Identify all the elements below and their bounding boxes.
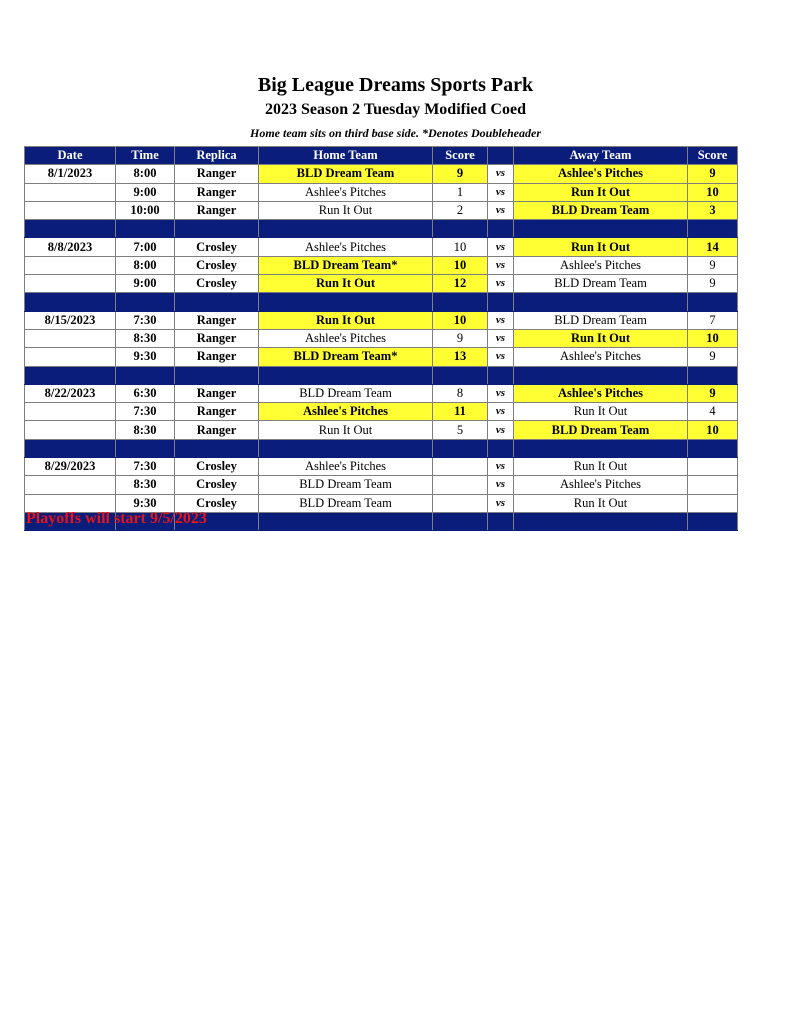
separator-cell xyxy=(116,293,175,311)
game-row xyxy=(25,348,738,366)
home-team: BLD Dream Team* xyxy=(259,256,433,274)
home-score: 12 xyxy=(433,275,488,293)
separator-cell xyxy=(488,512,514,530)
separator-cell xyxy=(688,220,738,238)
away-score xyxy=(688,458,738,476)
separator-cell xyxy=(514,293,688,311)
week-date xyxy=(25,476,116,494)
vs-label: vs xyxy=(488,421,514,439)
game-time: 7:30 xyxy=(116,403,175,421)
game-row xyxy=(25,183,738,201)
separator-cell xyxy=(25,439,116,457)
away-score: 9 xyxy=(688,165,738,183)
game-row xyxy=(25,238,738,256)
schedule-note: Home team sits on third base side. *Denotes Doubleheader xyxy=(250,126,541,140)
away-score: 10 xyxy=(688,329,738,347)
game-field: Crosley xyxy=(175,494,259,512)
away-score: 14 xyxy=(688,238,738,256)
game-time: 8:30 xyxy=(116,329,175,347)
separator-cell xyxy=(259,512,433,530)
game-field: Ranger xyxy=(175,421,259,439)
separator-cell xyxy=(488,293,514,311)
vs-label: vs xyxy=(488,311,514,329)
game-time: 8:30 xyxy=(116,421,175,439)
separator-cell xyxy=(433,220,488,238)
separator-cell xyxy=(488,439,514,457)
game-row xyxy=(25,201,738,219)
away-team: BLD Dream Team xyxy=(514,421,688,439)
schedule-table xyxy=(24,146,738,531)
away-team: Run It Out xyxy=(514,458,688,476)
separator-cell xyxy=(175,220,259,238)
game-field: Ranger xyxy=(175,329,259,347)
game-field: Crosley xyxy=(175,256,259,274)
vs-label: vs xyxy=(488,458,514,476)
game-field: Ranger xyxy=(175,311,259,329)
game-row xyxy=(25,329,738,347)
separator-cell xyxy=(688,512,738,530)
game-field: Ranger xyxy=(175,183,259,201)
col-header-away-score: Score xyxy=(688,147,738,165)
week-date xyxy=(25,421,116,439)
away-team: Run It Out xyxy=(514,183,688,201)
separator-cell xyxy=(433,439,488,457)
week-separator xyxy=(25,366,738,384)
playoffs-notice: Playoffs will start 9/5/2023 xyxy=(26,510,207,527)
col-header-away-team: Away Team xyxy=(514,147,688,165)
game-field: Ranger xyxy=(175,348,259,366)
away-team: BLD Dream Team xyxy=(514,275,688,293)
game-field: Ranger xyxy=(175,201,259,219)
game-time: 9:00 xyxy=(116,183,175,201)
home-team: Ashlee's Pitches xyxy=(259,458,433,476)
home-score xyxy=(433,494,488,512)
separator-cell xyxy=(25,366,116,384)
game-time: 9:30 xyxy=(116,348,175,366)
away-score: 10 xyxy=(688,421,738,439)
game-field: Ranger xyxy=(175,384,259,402)
week-date xyxy=(25,183,116,201)
home-score xyxy=(433,458,488,476)
away-score: 3 xyxy=(688,201,738,219)
col-header-home-team: Home Team xyxy=(259,147,433,165)
page-title: Big League Dreams Sports Park xyxy=(257,74,534,96)
away-score: 9 xyxy=(688,275,738,293)
home-team: Ashlee's Pitches xyxy=(259,238,433,256)
away-team: Ashlee's Pitches xyxy=(514,348,688,366)
week-date xyxy=(25,275,116,293)
game-time: 8:00 xyxy=(116,256,175,274)
col-header-time: Time xyxy=(116,147,175,165)
vs-label: vs xyxy=(488,476,514,494)
separator-cell xyxy=(433,293,488,311)
home-score: 10 xyxy=(433,256,488,274)
week-date xyxy=(25,256,116,274)
separator-cell xyxy=(688,293,738,311)
home-team: BLD Dream Team xyxy=(259,476,433,494)
home-score: 2 xyxy=(433,201,488,219)
game-row xyxy=(25,476,738,494)
week-separator xyxy=(25,293,738,311)
home-score: 9 xyxy=(433,165,488,183)
home-score: 9 xyxy=(433,329,488,347)
table-header-row xyxy=(25,147,738,165)
away-team: Run It Out xyxy=(514,494,688,512)
game-field: Crosley xyxy=(175,458,259,476)
vs-label: vs xyxy=(488,403,514,421)
separator-cell xyxy=(116,220,175,238)
week-date xyxy=(25,329,116,347)
col-header-home-score: Score xyxy=(433,147,488,165)
home-score xyxy=(433,476,488,494)
col-header-replica: Replica xyxy=(175,147,259,165)
separator-cell xyxy=(25,293,116,311)
vs-label: vs xyxy=(488,494,514,512)
vs-label: vs xyxy=(488,201,514,219)
home-team: Ashlee's Pitches xyxy=(259,183,433,201)
vs-label: vs xyxy=(488,329,514,347)
game-field: Crosley xyxy=(175,238,259,256)
away-score: 4 xyxy=(688,403,738,421)
separator-cell xyxy=(433,512,488,530)
week-date xyxy=(25,403,116,421)
week-separator xyxy=(25,220,738,238)
away-team: BLD Dream Team xyxy=(514,311,688,329)
separator-cell xyxy=(175,366,259,384)
separator-cell xyxy=(514,220,688,238)
home-team: Ashlee's Pitches xyxy=(259,329,433,347)
home-score: 1 xyxy=(433,183,488,201)
col-header-date: Date xyxy=(25,147,116,165)
game-field: Ranger xyxy=(175,403,259,421)
home-team: Run It Out xyxy=(259,311,433,329)
game-row xyxy=(25,256,738,274)
separator-cell xyxy=(514,439,688,457)
game-time: 10:00 xyxy=(116,201,175,219)
game-row xyxy=(25,384,738,402)
home-team: Ashlee's Pitches xyxy=(259,403,433,421)
away-team: Run It Out xyxy=(514,329,688,347)
schedule-body xyxy=(25,165,738,531)
separator-cell xyxy=(25,220,116,238)
away-score: 9 xyxy=(688,384,738,402)
separator-cell xyxy=(688,439,738,457)
home-team: BLD Dream Team xyxy=(259,384,433,402)
game-field: Crosley xyxy=(175,275,259,293)
away-team: Ashlee's Pitches xyxy=(514,476,688,494)
vs-label: vs xyxy=(488,348,514,366)
separator-cell xyxy=(433,366,488,384)
separator-cell xyxy=(514,512,688,530)
separator-cell xyxy=(259,293,433,311)
game-time: 9:00 xyxy=(116,275,175,293)
home-score: 10 xyxy=(433,311,488,329)
vs-label: vs xyxy=(488,238,514,256)
vs-label: vs xyxy=(488,275,514,293)
vs-label: vs xyxy=(488,183,514,201)
home-team: BLD Dream Team xyxy=(259,494,433,512)
week-separator xyxy=(25,439,738,457)
home-team: BLD Dream Team* xyxy=(259,348,433,366)
vs-label: vs xyxy=(488,384,514,402)
game-row xyxy=(25,311,738,329)
home-score: 5 xyxy=(433,421,488,439)
game-time: 9:30 xyxy=(116,494,175,512)
vs-label: vs xyxy=(488,165,514,183)
week-date: 8/29/2023 xyxy=(25,458,116,476)
home-score: 8 xyxy=(433,384,488,402)
separator-cell xyxy=(259,220,433,238)
away-team: Run It Out xyxy=(514,403,688,421)
game-row xyxy=(25,165,738,183)
separator-cell xyxy=(116,366,175,384)
home-team: Run It Out xyxy=(259,421,433,439)
away-team: Run It Out xyxy=(514,238,688,256)
game-time: 7:30 xyxy=(116,458,175,476)
separator-cell xyxy=(259,366,433,384)
game-time: 7:30 xyxy=(116,311,175,329)
separator-cell xyxy=(116,439,175,457)
away-score: 9 xyxy=(688,256,738,274)
week-date xyxy=(25,201,116,219)
week-date xyxy=(25,348,116,366)
col-header-vs xyxy=(488,147,514,165)
away-score: 10 xyxy=(688,183,738,201)
week-date: 8/8/2023 xyxy=(25,238,116,256)
vs-label: vs xyxy=(488,256,514,274)
away-team: Ashlee's Pitches xyxy=(514,256,688,274)
separator-cell xyxy=(514,366,688,384)
game-row xyxy=(25,403,738,421)
season-subtitle: 2023 Season 2 Tuesday Modified Coed xyxy=(265,101,526,118)
separator-cell xyxy=(175,293,259,311)
game-time: 8:00 xyxy=(116,165,175,183)
game-field: Crosley xyxy=(175,476,259,494)
away-team: BLD Dream Team xyxy=(514,201,688,219)
game-time: 8:30 xyxy=(116,476,175,494)
game-field: Ranger xyxy=(175,165,259,183)
separator-cell xyxy=(259,439,433,457)
game-row xyxy=(25,458,738,476)
away-score: 9 xyxy=(688,348,738,366)
away-score xyxy=(688,494,738,512)
separator-cell xyxy=(488,366,514,384)
game-time: 6:30 xyxy=(116,384,175,402)
home-score: 11 xyxy=(433,403,488,421)
separator-cell xyxy=(688,366,738,384)
away-team: Ashlee's Pitches xyxy=(514,165,688,183)
week-date: 8/22/2023 xyxy=(25,384,116,402)
separator-cell xyxy=(175,439,259,457)
away-team: Ashlee's Pitches xyxy=(514,384,688,402)
separator-cell xyxy=(488,220,514,238)
away-score: 7 xyxy=(688,311,738,329)
home-team: Run It Out xyxy=(259,275,433,293)
home-team: BLD Dream Team xyxy=(259,165,433,183)
week-date: 8/1/2023 xyxy=(25,165,116,183)
game-row xyxy=(25,275,738,293)
game-row xyxy=(25,421,738,439)
game-time: 7:00 xyxy=(116,238,175,256)
week-date: 8/15/2023 xyxy=(25,311,116,329)
home-score: 13 xyxy=(433,348,488,366)
home-score: 10 xyxy=(433,238,488,256)
home-team: Run It Out xyxy=(259,201,433,219)
away-score xyxy=(688,476,738,494)
